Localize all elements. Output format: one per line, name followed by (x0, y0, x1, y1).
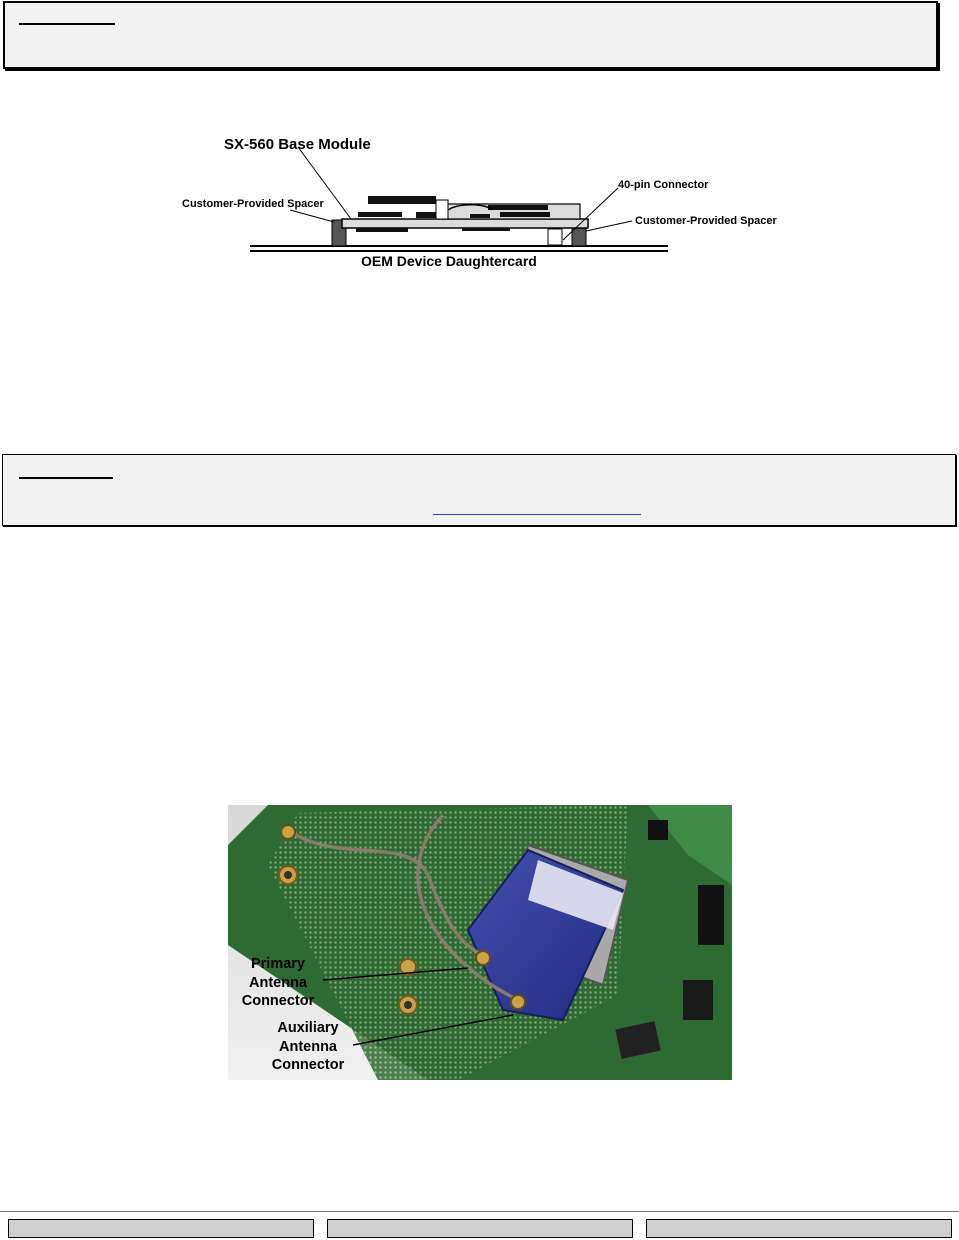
figure1-title: SX-560 Base Module (224, 136, 371, 153)
primary-antenna-label (236, 955, 320, 1011)
daughtercard-label: OEM Device Daughtercard (361, 253, 537, 269)
note-heading-underline (19, 23, 115, 25)
right-spacer-label: Customer-Provided Spacer (635, 215, 777, 227)
footer-cell-left (8, 1219, 314, 1238)
footer-cell-right (646, 1219, 952, 1238)
note-box-top (3, 1, 938, 69)
footer-cell-center (327, 1219, 633, 1238)
auxiliary-label-line3: Connector (271, 1057, 345, 1073)
auxiliary-antenna-label (266, 1019, 350, 1075)
connector-label: 40-pin Connector (618, 179, 709, 191)
antenna-photo (228, 805, 732, 1080)
auxiliary-label-line1: Auxiliary (277, 1020, 339, 1036)
link-underline (433, 514, 641, 515)
auxiliary-label-line2: Antenna (279, 1038, 337, 1055)
note-heading-underline (19, 477, 113, 479)
note-box-bottom (2, 454, 956, 526)
primary-label-line1: Primary (250, 956, 305, 972)
primary-label-line3: Connector (241, 993, 315, 1009)
footer-rule (0, 1211, 959, 1212)
primary-label-line2: Antenna (249, 974, 307, 991)
mounting-diagram (170, 130, 790, 275)
left-spacer-label: Customer-Provided Spacer (182, 198, 324, 210)
